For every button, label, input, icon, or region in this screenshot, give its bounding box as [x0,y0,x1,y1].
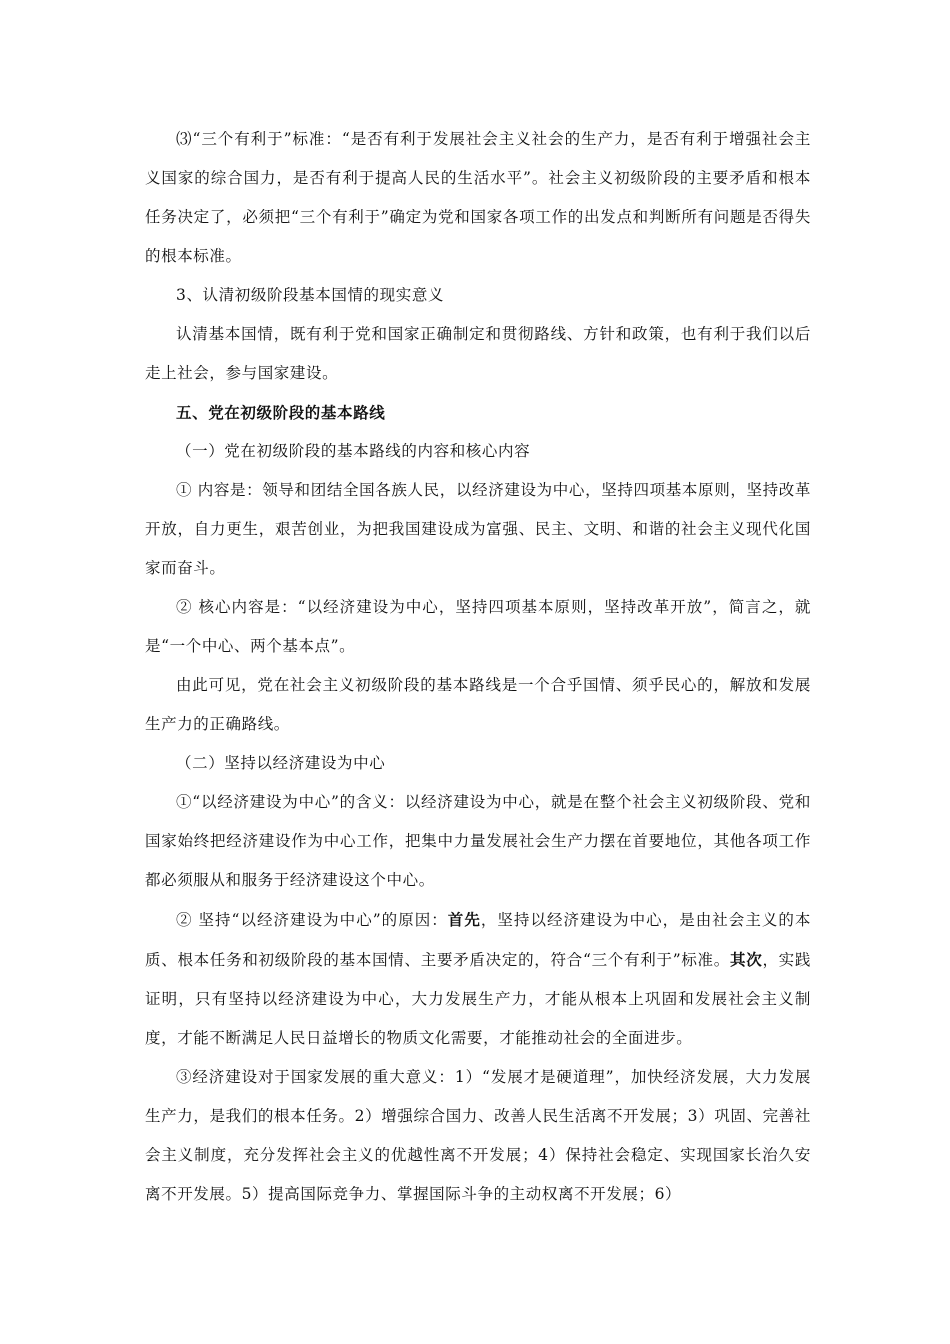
paragraph-reasons [145,900,811,1058]
paragraph-conclusion: 由此可见，党在社会主义初级阶段的基本路线是一个合乎国情、须乎民心的，解放和发展生产力的正确路线。 [145,676,811,733]
reasons-second-text: ，实践证明，只有坚持以经济建设为中心，大力发展生产力，才能从根本上巩固和发展社会主义制度，才能不断满足人民日益增长的物质文化需要，才能推动社会的全面进步。 [145,951,811,1047]
reasons-intro: ② 坚持“以经济建设为中心”的原因： [176,911,448,929]
subsection-heading-1: （一）党在初级阶段的基本路线的内容和核心内容 [176,442,531,460]
reasons-first-label: 首先 [447,910,481,929]
paragraph-core-content: ② 核心内容是：“以经济建设为中心，坚持四项基本原则，坚持改革开放”，简言之，就是“一个中心、两个基本点”。 [145,598,811,655]
paragraph-line-content: ① 内容是：领导和团结全国各族人民，以经济建设为中心，坚持四项基本原则，坚持改革开放，自力更生，艰苦创业，为把我国建设成为富强、民主、文明、和谐的社会主义现代化国家而奋斗。 [145,481,811,577]
document-body [145,120,811,1214]
reasons-second-label: 其次 [730,950,763,969]
section-item-3: 3、认清初级阶段基本国情的现实意义 [176,286,445,304]
paragraph-meaning: ①“以经济建设为中心”的含义：以经济建设为中心，就是在整个社会主义初级阶段、党和国家始终把经济建设作为中心工作，把集中力量发展社会生产力摆在首要地位，其他各项工作都必须服从和服务于经济建设这个中心。 [145,793,811,889]
reasons-first-text: ，坚持以经济建设为中心，是由社会主义的本质、根本任务和初级阶段的基本国情、主要矛盾决定的，符合“三个有利于”标准。 [145,911,811,969]
subsection-heading-2: （二）坚持以经济建设为中心 [176,754,386,772]
paragraph-three-benefits-standard: ⑶“三个有利于”标准：“是否有利于发展社会主义社会的生产力，是否有利于增强社会主义国家的综合国力，是否有利于提高人民的生活水平”。社会主义初级阶段的主要矛盾和根本任务决定了，必须把“三个有利于”确定为党和国家各项工作的出发点和判断所有问题是否得失的根本标准。 [145,130,811,265]
section-heading-5: 五、党在初级阶段的基本路线 [176,403,386,422]
paragraph-national-conditions: 认清基本国情，既有利于党和国家正确制定和贯彻路线、方针和政策，也有利于我们以后走上社会，参与国家建设。 [145,325,811,382]
paragraph-significance: ③经济建设对于国家发展的重大意义：1）“发展才是硬道理”，加快经济发展，大力发展生产力，是我们的根本任务。2）增强综合国力、改善人民生活离不开发展；3）巩固、完善社会主义制度，充分发挥社会主义的优越性离不开发展；4）保持社会稳定、实现国家长治久安离不开发展。5）提高国际竞争力、掌握国际斗争的主动权离不开发展；6） [145,1068,811,1203]
